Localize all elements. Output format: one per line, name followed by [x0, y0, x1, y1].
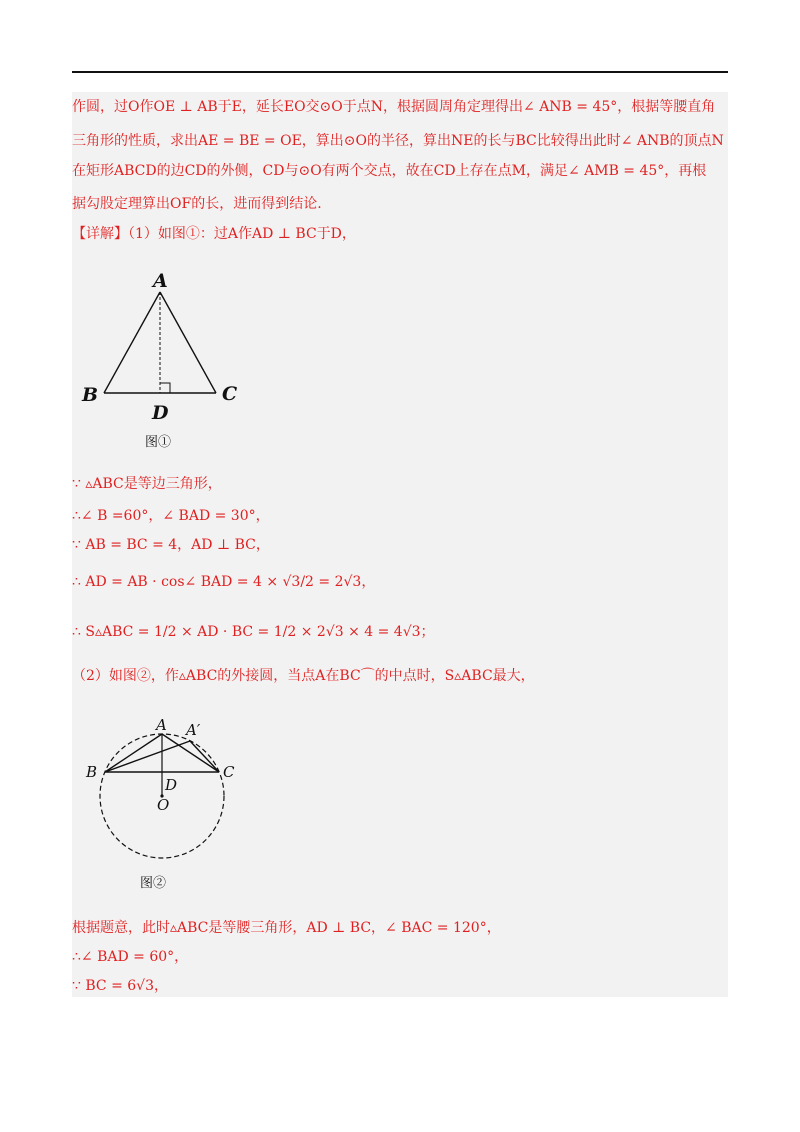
segment-ba-prime	[105, 741, 190, 772]
detail-heading: 【详解】（1）如图①：过A作AD ⊥ BC于D，	[72, 226, 356, 242]
text-line-11: （2）如图②，作▵ABC的外接圆，当点A在BC⌒的中点时，S▵ABC最大，	[72, 668, 535, 684]
text-line-10: ∴ S▵ABC = 1/2 × AD · BC = 1/2 × 2√3 × 4 = 4√3；	[72, 624, 435, 640]
label-b: B	[82, 384, 99, 406]
text-line-3: 在矩形ABCD的边CD的外侧，CD与⊙O有两个交点，故在CD上存在点M，满足∠ AMB = 45°，再根	[72, 163, 707, 179]
text-line-8: ∵ AB = BC = 4，AD ⊥ BC，	[72, 537, 270, 553]
label-c: C	[223, 763, 235, 781]
label-c: C	[222, 383, 238, 405]
header-rule	[72, 71, 728, 73]
text-line-6: ∵ ▵ABC是等边三角形，	[72, 476, 222, 492]
segment-ba	[105, 734, 162, 772]
segment-ca-prime	[190, 741, 219, 772]
text-line-2: 三角形的性质，求出AE = BE = OE，算出⊙O的半径，算出NE的长与BC比较得出此时∠ ANB的顶点N	[72, 133, 724, 149]
segment-ca	[162, 734, 219, 772]
label-o: O	[157, 796, 170, 814]
segment-ab	[104, 292, 160, 393]
figure-1-caption: 图①	[145, 435, 172, 450]
text-line-1: 作圆，过O作OE ⊥ AB于E，延长EO交⊙O于点N，根据圆周角定理得出∠ ANB = 45°，根据等腰直角	[72, 99, 716, 115]
segment-ac	[160, 292, 216, 393]
label-b: B	[86, 763, 98, 781]
figure-1-triangle	[72, 262, 272, 432]
right-angle-mark	[160, 383, 170, 393]
text-line-13: ∴∠ BAD = 60°，	[72, 949, 189, 965]
text-line-9: ∴ AD = AB · cos∠ BAD = 4 × √3/2 = 2√3，	[72, 574, 376, 590]
figure-2-circumcircle	[72, 710, 262, 870]
text-line-4: 据勾股定理算出OF的长，进而得到结论.	[72, 196, 322, 212]
text-line-12: 根据题意，此时▵ABC是等腰三角形，AD ⊥ BC，∠ BAC = 120°，	[72, 920, 501, 936]
label-d: D	[165, 776, 178, 794]
label-a: A	[156, 716, 167, 734]
label-d: D	[152, 402, 169, 424]
text-line-14: ∵ BC = 6√3，	[72, 978, 168, 994]
text-line-7: ∴∠ B =60°，∠ BAD = 30°，	[72, 508, 270, 524]
label-a-prime: A′	[186, 721, 201, 739]
figure-2-caption: 图②	[140, 876, 167, 891]
label-a: A	[153, 270, 168, 292]
